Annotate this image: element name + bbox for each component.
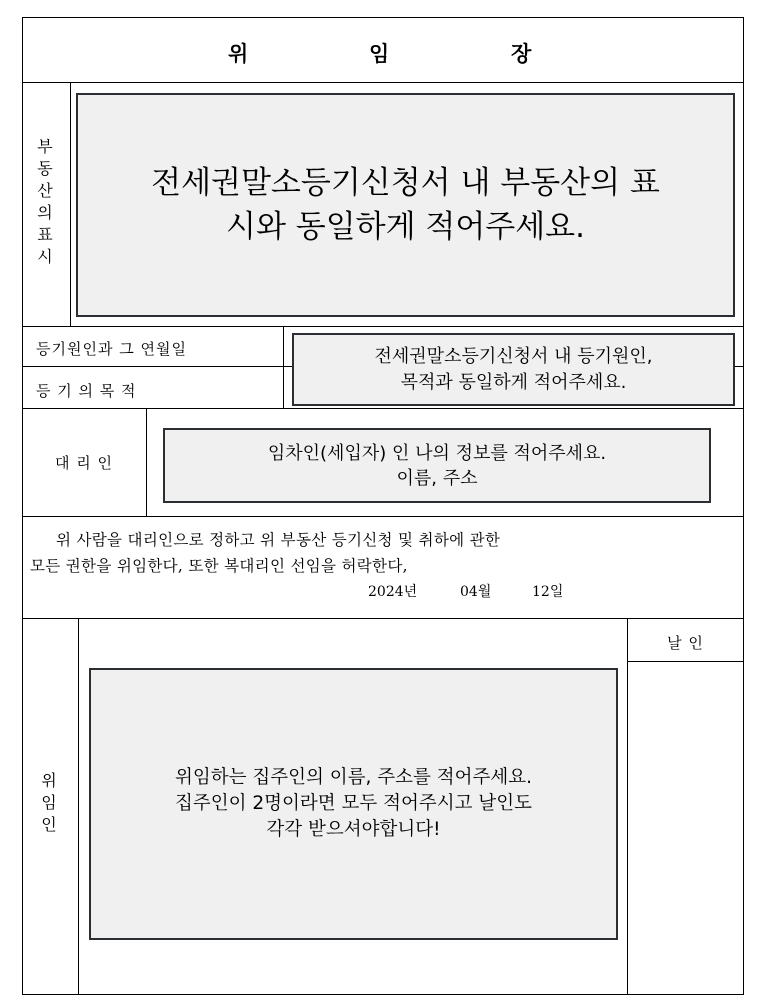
rule-delegator-label	[78, 618, 79, 995]
statement-date-day: 12일	[532, 584, 564, 600]
seal-header: 날 인	[667, 634, 704, 652]
statement-line-2: 모든 권한을 위임한다, 또한 복대리인 선임을 허락한다,	[30, 557, 408, 575]
rule-property-label	[70, 82, 71, 326]
title-char-1: 위	[228, 41, 249, 66]
registration-note: 전세권말소등기신청서 내 등기원인, 목적과 동일하게 적어주세요.	[292, 333, 735, 406]
rule-statement-bottom	[22, 618, 744, 619]
agent-label: 대 리 인	[54, 454, 113, 472]
registration-cause-label: 등기원인과 그 연월일	[36, 340, 187, 358]
agent-note: 임차인(세입자) 인 나의 정보를 적어주세요. 이름, 주소	[163, 428, 711, 503]
rule-purpose-bottom	[22, 408, 744, 409]
rule-agent-bottom	[22, 516, 744, 517]
delegator-note: 위임하는 집주인의 이름, 주소를 적어주세요. 집주인이 2명이라면 모두 적어주시고 날인도 각각 받으셔야합니다!	[89, 668, 618, 940]
statement-date-month: 04월	[460, 584, 492, 600]
registration-purpose-label: 등 기 의 목 적	[36, 382, 137, 400]
rule-title-bottom	[22, 82, 744, 83]
title-char-2: 임	[369, 41, 390, 66]
delegator-label: 위 임 인	[41, 771, 57, 834]
rule-agent-label	[146, 408, 147, 516]
title-char-3: 장	[511, 41, 532, 66]
page-title	[22, 30, 744, 70]
property-label: 부 동 산 의 표 시	[37, 137, 53, 266]
rule-property-bottom	[22, 326, 744, 327]
seal-area[interactable]	[628, 662, 743, 994]
statement-date-year: 2024년	[368, 584, 418, 600]
property-note: 전세권말소등기신청서 내 부동산의 표 시와 동일하게 적어주세요.	[76, 93, 735, 317]
statement-line-1: 위 사람을 대리인으로 정하고 위 부동산 등기신청 및 취하에 관한	[56, 531, 501, 549]
rule-registration-label	[283, 326, 284, 408]
